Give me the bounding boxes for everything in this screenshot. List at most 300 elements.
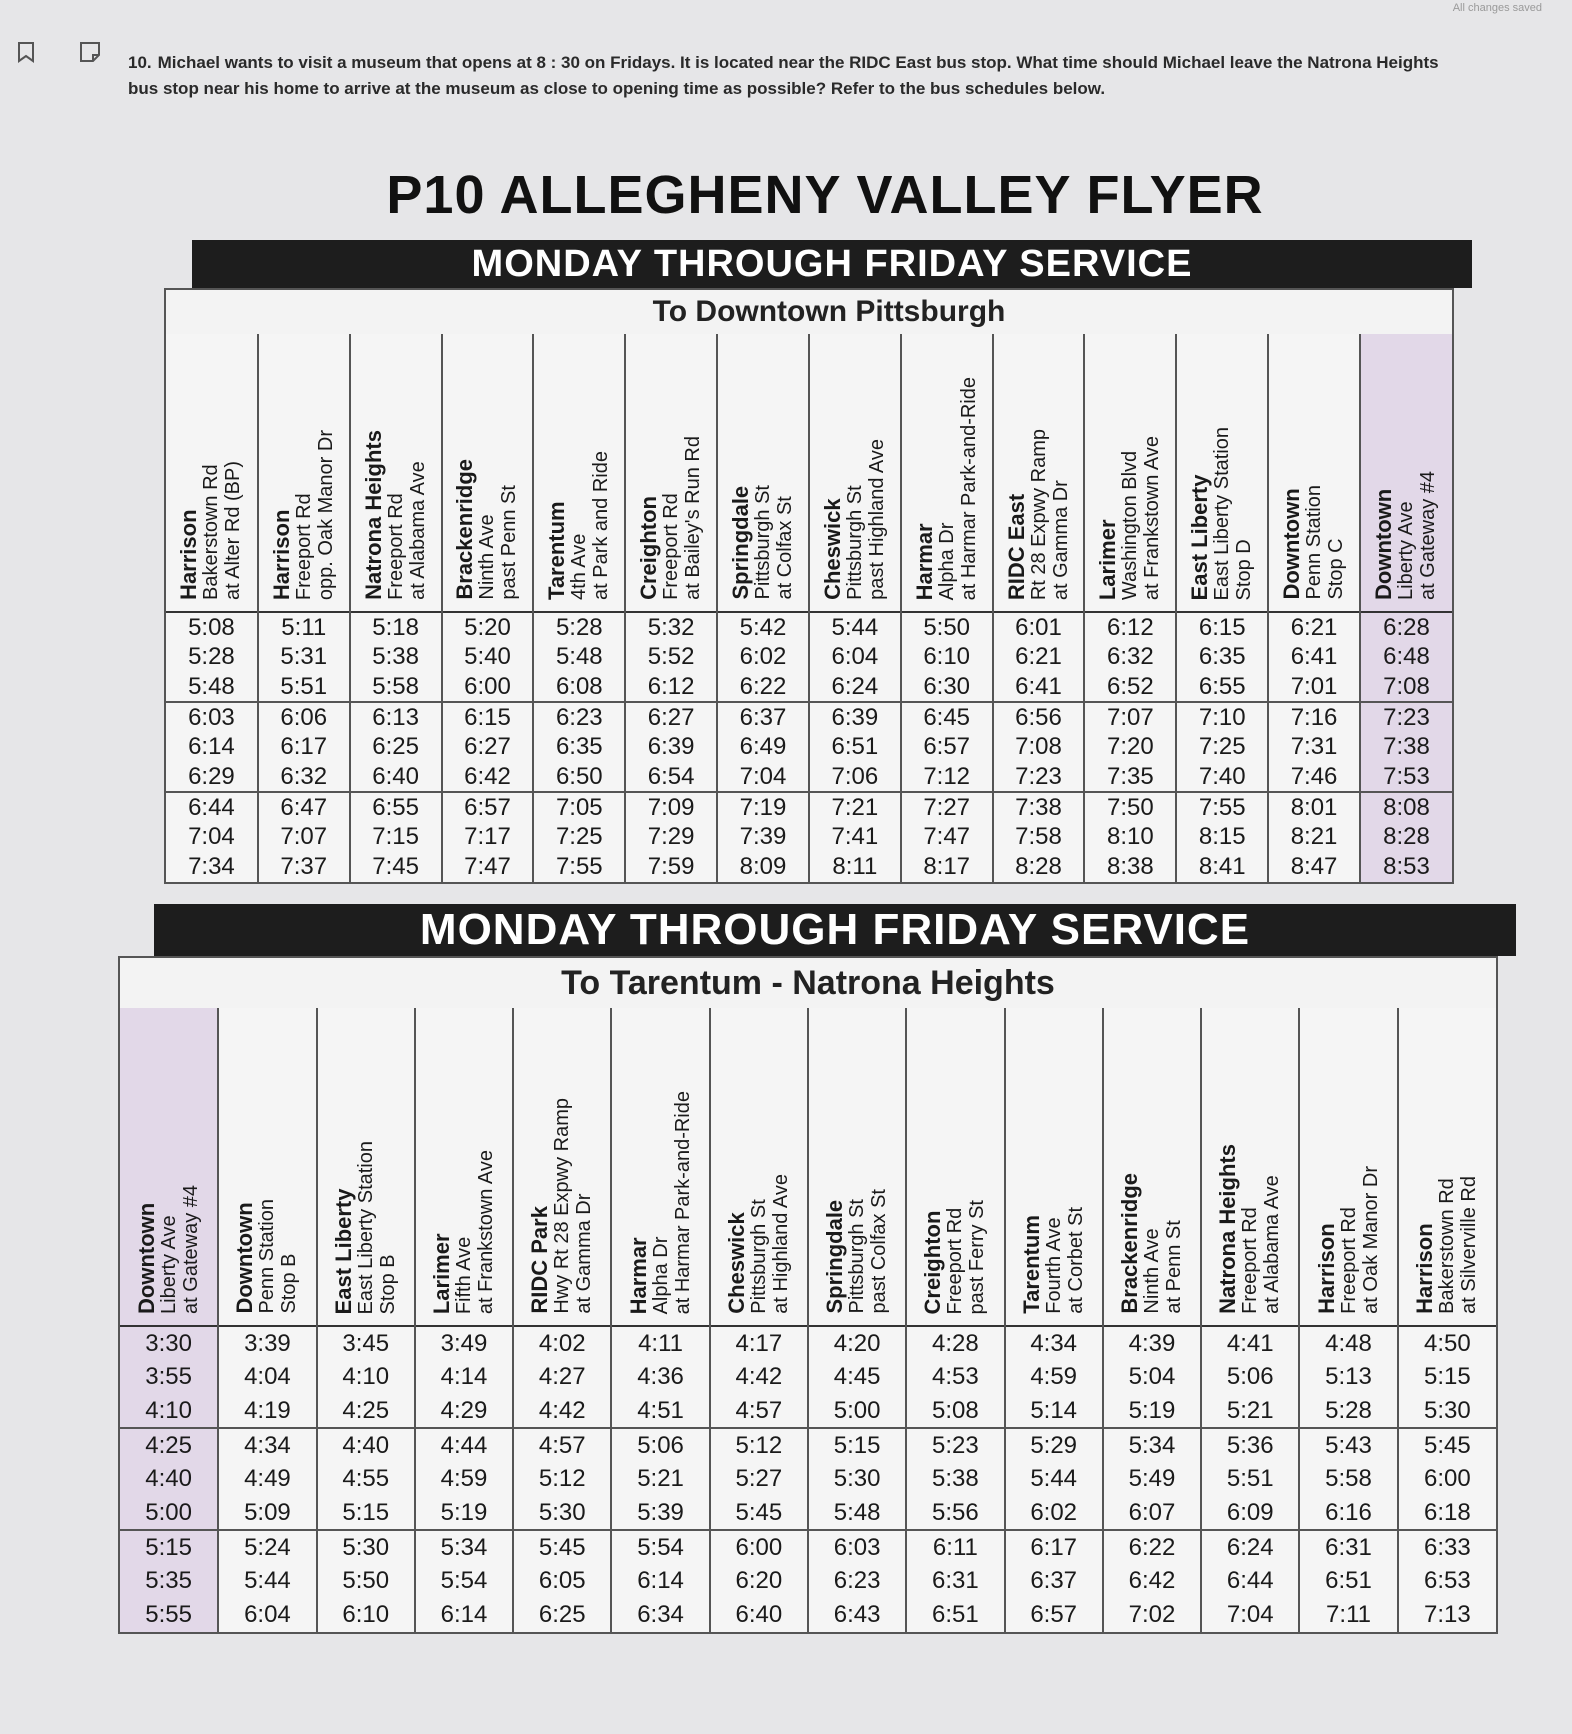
- departure-time: 8:53: [1360, 852, 1452, 882]
- departure-time: 6:12: [1084, 612, 1176, 642]
- departure-time: 6:54: [625, 762, 717, 792]
- stop-location: Bakerstown Rd: [1436, 1178, 1459, 1314]
- departure-time: 6:05: [513, 1564, 611, 1598]
- stop-location: past Highland Ave: [865, 439, 888, 600]
- departure-time: 6:40: [710, 1598, 808, 1632]
- departure-time: 6:23: [533, 702, 625, 732]
- departure-time: 5:28: [188, 643, 235, 670]
- stop-location: at Frankstown Ave: [1141, 435, 1164, 600]
- stop-location: Ninth Ave: [1140, 1228, 1163, 1314]
- stop-name: Tarentum: [544, 501, 570, 600]
- stop-header: [218, 1008, 316, 1326]
- departure-time: 4:40: [317, 1428, 415, 1462]
- departure-time: 4:57: [513, 1428, 611, 1462]
- departure-time: 4:20: [808, 1326, 906, 1360]
- departure-time: 6:09: [1201, 1496, 1299, 1530]
- departure-time: 6:06: [258, 702, 350, 732]
- stop-location: at Penn St: [1162, 1220, 1185, 1314]
- departure-time: 7:35: [1084, 762, 1176, 792]
- departure-time: 6:57: [442, 792, 534, 822]
- stop-location: at Park and Ride: [590, 451, 613, 600]
- departure-time: 7:29: [625, 822, 717, 852]
- departure-time: 5:12: [513, 1462, 611, 1496]
- departure-time: 5:09: [218, 1496, 316, 1530]
- departure-time: 6:45: [901, 702, 993, 732]
- departure-time: 4:49: [218, 1462, 316, 1496]
- departure-time: 6:30: [901, 672, 993, 702]
- departure-time: 7:25: [533, 822, 625, 852]
- stop-location: past Colfax St: [868, 1189, 891, 1314]
- departure-time: 5:30: [1398, 1394, 1496, 1428]
- table-row: [120, 1530, 1496, 1564]
- departure-time: 6:55: [1176, 672, 1268, 702]
- table-row: [166, 762, 1452, 792]
- stop-location: Freeport Rd: [660, 493, 683, 600]
- stop-name: Springdale: [727, 486, 753, 600]
- stop-name: Creighton: [920, 1210, 946, 1314]
- departure-time: 7:09: [625, 792, 717, 822]
- table-row: [120, 1394, 1496, 1428]
- departure-time: 6:40: [350, 762, 442, 792]
- departure-time: 5:00: [120, 1496, 218, 1530]
- stop-name: East Liberty: [1187, 474, 1213, 600]
- stop-location: Alpha Dr: [649, 1236, 672, 1314]
- timetable-to-downtown: [166, 334, 1452, 882]
- departure-time: 5:19: [1103, 1394, 1201, 1428]
- departure-time: 5:29: [1005, 1428, 1103, 1462]
- departure-time: 7:38: [1360, 732, 1452, 762]
- timetable-to-natrona: [120, 1008, 1496, 1632]
- table-row: [120, 1360, 1496, 1394]
- departure-time: 5:21: [611, 1462, 709, 1496]
- departure-time: 7:47: [442, 852, 534, 882]
- departure-time: 8:28: [993, 852, 1085, 882]
- departure-time: 6:04: [809, 642, 901, 672]
- departure-time: 7:41: [809, 822, 901, 852]
- departure-time: 5:04: [1103, 1360, 1201, 1394]
- departure-time: 8:15: [1176, 822, 1268, 852]
- departure-time: 6:35: [533, 732, 625, 762]
- departure-time: 5:36: [1201, 1428, 1299, 1462]
- stop-header: [901, 334, 993, 612]
- departure-time: 5:35: [120, 1564, 218, 1598]
- departure-time: 4:19: [218, 1394, 316, 1428]
- stop-location: Fifth Ave: [452, 1236, 475, 1314]
- departure-time: 4:40: [120, 1462, 218, 1496]
- departure-time: 5:42: [717, 612, 809, 642]
- departure-time: 6:41: [1268, 642, 1360, 672]
- departure-time: 6:25: [513, 1598, 611, 1632]
- departure-time: 8:41: [1176, 852, 1268, 882]
- stop-header: [1398, 1008, 1496, 1326]
- departure-time: 4:44: [415, 1428, 513, 1462]
- stop-location: East Liberty Station: [1211, 426, 1234, 600]
- table-row: [120, 1428, 1496, 1462]
- departure-time: 7:55: [533, 852, 625, 882]
- stop-location: at Gamma Dr: [573, 1193, 596, 1314]
- departure-time: 3:45: [317, 1326, 415, 1360]
- departure-time: 7:27: [901, 792, 993, 822]
- departure-time: 4:50: [1398, 1326, 1496, 1360]
- departure-time: 5:28: [533, 612, 625, 642]
- departure-time: 6:07: [1103, 1496, 1201, 1530]
- note-icon[interactable]: [78, 40, 102, 64]
- departure-time: 3:55: [120, 1360, 218, 1394]
- departure-time: 4:04: [218, 1360, 316, 1394]
- stop-name: Downtown: [133, 1202, 159, 1314]
- stop-location: at Alabama Ave: [406, 461, 429, 600]
- stop-name: Harrison: [1412, 1223, 1438, 1314]
- departure-time: 6:14: [415, 1598, 513, 1632]
- direction-label: To Tarentum - Natrona Heights: [120, 958, 1496, 1008]
- stop-name: Harmar: [625, 1236, 651, 1314]
- departure-time: 5:15: [317, 1496, 415, 1530]
- departure-time: 7:07: [1084, 702, 1176, 732]
- departure-time: 5:45: [1398, 1428, 1496, 1462]
- stop-name: East Liberty: [330, 1188, 356, 1314]
- departure-time: 6:17: [258, 732, 350, 762]
- departure-time: 5:39: [611, 1496, 709, 1530]
- departure-time: 6:00: [1398, 1462, 1496, 1496]
- departure-time: 6:02: [1005, 1496, 1103, 1530]
- departure-time: 5:38: [350, 642, 442, 672]
- departure-time: 6:14: [188, 733, 235, 760]
- departure-time: 7:59: [625, 852, 717, 882]
- departure-time: 7:13: [1398, 1598, 1496, 1632]
- stop-header: [808, 1008, 906, 1326]
- stop-name: Harrison: [176, 509, 202, 600]
- departure-time: 7:08: [993, 732, 1085, 762]
- table-row: [166, 822, 1452, 852]
- departure-time: 7:04: [717, 762, 809, 792]
- stop-header: [317, 1008, 415, 1326]
- stop-name: Harrison: [268, 509, 294, 600]
- departure-time: 4:25: [317, 1394, 415, 1428]
- departure-time: 6:24: [809, 672, 901, 702]
- departure-time: 6:08: [533, 672, 625, 702]
- departure-time: 7:23: [1360, 702, 1452, 732]
- stop-header: [1103, 1008, 1201, 1326]
- departure-time: 6:11: [906, 1530, 1004, 1564]
- departure-time: 5:56: [906, 1496, 1004, 1530]
- stop-header: [415, 1008, 513, 1326]
- stop-location: Freeport Rd: [944, 1207, 967, 1314]
- stop-header: [1360, 334, 1452, 612]
- departure-time: 8:09: [717, 852, 809, 882]
- stop-header: [350, 334, 442, 612]
- departure-time: 4:10: [317, 1360, 415, 1394]
- departure-time: 5:50: [317, 1564, 415, 1598]
- departure-time: 6:16: [1299, 1496, 1397, 1530]
- departure-time: 5:34: [415, 1530, 513, 1564]
- departure-time: 6:23: [808, 1564, 906, 1598]
- departure-time: 5:14: [1005, 1394, 1103, 1428]
- departure-time: 6:53: [1398, 1564, 1496, 1598]
- departure-time: 6:42: [442, 762, 534, 792]
- departure-time: 5:06: [1201, 1360, 1299, 1394]
- departure-time: 6:57: [1005, 1598, 1103, 1632]
- stop-header: [1084, 334, 1176, 612]
- table-row: [166, 702, 1452, 732]
- table-row: [120, 1564, 1496, 1598]
- departure-time: 8:47: [1268, 852, 1360, 882]
- table-row: [166, 852, 1452, 882]
- stop-location: Hwy Rt 28 Expwy Ramp: [551, 1098, 574, 1314]
- stop-name: Downtown: [1371, 488, 1397, 600]
- departure-time: 4:59: [415, 1462, 513, 1496]
- route-title: P10 ALLEGHENY VALLEY FLYER: [386, 165, 1264, 225]
- stop-name: Brackenridge: [452, 459, 478, 600]
- stop-name: Natrona Heights: [1215, 1144, 1241, 1314]
- stop-location: at Corbet St: [1064, 1207, 1087, 1314]
- departure-time: 6:56: [993, 702, 1085, 732]
- departure-time: 7:50: [1084, 792, 1176, 822]
- stop-location: at Gamma Dr: [1049, 479, 1072, 600]
- departure-time: 6:15: [442, 702, 534, 732]
- departure-time: 7:04: [188, 823, 235, 850]
- departure-time: 7:11: [1299, 1598, 1397, 1632]
- departure-time: 5:08: [906, 1394, 1004, 1428]
- departure-time: 8:28: [1360, 822, 1452, 852]
- departure-time: 5:34: [1103, 1428, 1201, 1462]
- departure-time: 5:48: [188, 672, 235, 700]
- stop-location: at Alabama Ave: [1261, 1175, 1284, 1314]
- stop-location: Bakerstown Rd: [200, 464, 223, 600]
- departure-time: 5:24: [218, 1530, 316, 1564]
- departure-time: 6:32: [258, 762, 350, 792]
- stop-header: [120, 1008, 218, 1326]
- departure-time: 5:54: [611, 1530, 709, 1564]
- stop-header: [1176, 334, 1268, 612]
- departure-time: 6:22: [1103, 1530, 1201, 1564]
- departure-time: 5:58: [1299, 1462, 1397, 1496]
- departure-time: 6:02: [717, 642, 809, 672]
- direction-label: To Downtown Pittsburgh: [166, 290, 1452, 334]
- question-toolbar: [14, 40, 102, 64]
- departure-time: 6:00: [710, 1530, 808, 1564]
- departure-time: 7:46: [1268, 762, 1360, 792]
- departure-time: 6:12: [625, 672, 717, 702]
- departure-time: 7:40: [1176, 762, 1268, 792]
- stop-location: Liberty Ave: [157, 1215, 180, 1314]
- departure-time: 6:03: [808, 1530, 906, 1564]
- status-text: All changes saved: [1452, 2, 1542, 14]
- departure-time: 3:39: [218, 1326, 316, 1360]
- departure-time: 5:44: [1005, 1462, 1103, 1496]
- departure-time: 5:52: [625, 642, 717, 672]
- departure-time: 4:57: [710, 1394, 808, 1428]
- table-row: [166, 642, 1452, 672]
- departure-time: 6:44: [166, 792, 258, 822]
- departure-time: 5:27: [710, 1462, 808, 1496]
- departure-time: 5:55: [120, 1598, 218, 1632]
- departure-time: 6:14: [611, 1564, 709, 1598]
- question-number: 10.: [128, 53, 152, 72]
- departure-time: 7:58: [993, 822, 1085, 852]
- stop-header: [442, 334, 534, 612]
- departure-time: 5:31: [258, 642, 350, 672]
- departure-time: 4:25: [120, 1428, 218, 1462]
- departure-time: 6:37: [717, 702, 809, 732]
- departure-time: 6:51: [809, 732, 901, 762]
- departure-time: 6:39: [625, 732, 717, 762]
- departure-time: 6:20: [710, 1564, 808, 1598]
- departure-time: 6:42: [1103, 1564, 1201, 1598]
- departure-time: 6:48: [1360, 642, 1452, 672]
- stop-location: Freeport Rd: [1239, 1207, 1262, 1314]
- departure-time: 4:10: [120, 1394, 218, 1428]
- departure-time: 5:54: [415, 1564, 513, 1598]
- departure-time: 4:11: [611, 1326, 709, 1360]
- departure-time: 6:47: [258, 792, 350, 822]
- table-row: [166, 672, 1452, 702]
- departure-time: 5:20: [442, 612, 534, 642]
- departure-time: 6:27: [442, 732, 534, 762]
- table-row: [120, 1598, 1496, 1632]
- departure-time: 4:48: [1299, 1326, 1397, 1360]
- departure-time: 7:06: [809, 762, 901, 792]
- departure-time: 6:17: [1005, 1530, 1103, 1564]
- departure-time: 4:41: [1201, 1326, 1299, 1360]
- stop-location: past Penn St: [498, 485, 521, 600]
- departure-time: 5:11: [258, 612, 350, 642]
- departure-time: 4:02: [513, 1326, 611, 1360]
- stop-location: Stop B: [278, 1253, 301, 1314]
- departure-time: 4:39: [1103, 1326, 1201, 1360]
- departure-time: 6:35: [1176, 642, 1268, 672]
- departure-time: 7:39: [717, 822, 809, 852]
- departure-time: 7:20: [1084, 732, 1176, 762]
- stop-header: [809, 334, 901, 612]
- stop-header: [258, 334, 350, 612]
- departure-time: 4:14: [415, 1360, 513, 1394]
- stop-location: 4th Ave: [568, 533, 591, 600]
- departure-time: 6:31: [1299, 1530, 1397, 1564]
- departure-time: 7:31: [1268, 732, 1360, 762]
- departure-time: 6:25: [350, 732, 442, 762]
- departure-time: 5:15: [1398, 1360, 1496, 1394]
- departure-time: 6:50: [533, 762, 625, 792]
- departure-time: 6:41: [993, 672, 1085, 702]
- departure-time: 5:19: [415, 1496, 513, 1530]
- stop-location: Alpha Dr: [935, 522, 958, 600]
- departure-time: 6:18: [1398, 1496, 1496, 1530]
- departure-time: 4:28: [906, 1326, 1004, 1360]
- stop-name: Larimer: [1095, 519, 1121, 600]
- departure-time: 4:51: [611, 1394, 709, 1428]
- stop-location: opp. Oak Manor Dr: [314, 429, 337, 600]
- stop-location: at Silverville Rd: [1458, 1176, 1481, 1314]
- departure-time: 4:55: [317, 1462, 415, 1496]
- departure-time: 4:42: [513, 1394, 611, 1428]
- departure-time: 6:55: [350, 792, 442, 822]
- departure-time: 7:38: [993, 792, 1085, 822]
- stop-name: Larimer: [428, 1233, 454, 1314]
- departure-time: 4:34: [218, 1428, 316, 1462]
- stop-header: [625, 334, 717, 612]
- schedule-to-natrona: [118, 904, 1498, 1634]
- stop-name: Harrison: [1313, 1223, 1339, 1314]
- departure-time: 6:44: [1201, 1564, 1299, 1598]
- departure-time: 7:45: [350, 852, 442, 882]
- bookmark-icon[interactable]: [14, 40, 38, 64]
- departure-time: 5:28: [1299, 1394, 1397, 1428]
- departure-time: 7:47: [901, 822, 993, 852]
- departure-time: 4:42: [710, 1360, 808, 1394]
- schedule-to-downtown: [164, 240, 1454, 884]
- stop-location: Freeport Rd: [292, 493, 315, 600]
- departure-time: 7:15: [350, 822, 442, 852]
- departure-time: 7:12: [901, 762, 993, 792]
- stop-location: Fourth Ave: [1042, 1217, 1065, 1314]
- departure-time: 6:32: [1084, 642, 1176, 672]
- stop-name: Springdale: [822, 1200, 848, 1314]
- departure-time: 6:04: [218, 1598, 316, 1632]
- departure-time: 5:13: [1299, 1360, 1397, 1394]
- service-band: MONDAY THROUGH FRIDAY SERVICE: [154, 904, 1516, 956]
- stop-location: Pittsburgh St: [846, 1199, 869, 1314]
- departure-time: 4:36: [611, 1360, 709, 1394]
- departure-time: 4:59: [1005, 1360, 1103, 1394]
- departure-time: 6:49: [717, 732, 809, 762]
- stop-location: at Gateway #4: [1417, 471, 1440, 600]
- stop-header: [1005, 1008, 1103, 1326]
- table-row: [166, 732, 1452, 762]
- stop-location: past Ferry St: [966, 1199, 989, 1314]
- departure-time: 5:06: [611, 1428, 709, 1462]
- stop-location: at Gateway #4: [179, 1185, 202, 1314]
- table-row: [166, 792, 1452, 822]
- departure-time: 7:10: [1176, 702, 1268, 732]
- departure-time: 7:53: [1360, 762, 1452, 792]
- departure-time: 7:02: [1103, 1598, 1201, 1632]
- departure-time: 6:22: [717, 672, 809, 702]
- departure-time: 6:51: [1299, 1564, 1397, 1598]
- departure-time: 4:29: [415, 1394, 513, 1428]
- departure-time: 6:51: [906, 1598, 1004, 1632]
- stop-location: at Bailey's Run Rd: [682, 436, 705, 600]
- departure-time: 7:23: [993, 762, 1085, 792]
- stop-header: [1268, 334, 1360, 612]
- stop-location: at Oak Manor Dr: [1359, 1166, 1382, 1314]
- departure-time: 6:52: [1084, 672, 1176, 702]
- departure-time: 6:15: [1176, 612, 1268, 642]
- departure-time: 4:27: [513, 1360, 611, 1394]
- stop-location: at Colfax St: [773, 496, 796, 600]
- stop-header: [611, 1008, 709, 1326]
- departure-time: 4:45: [808, 1360, 906, 1394]
- departure-time: 6:03: [166, 702, 258, 732]
- departure-time: 5:48: [808, 1496, 906, 1530]
- departure-time: 6:00: [442, 672, 534, 702]
- departure-time: 6:27: [625, 702, 717, 732]
- departure-time: 7:34: [188, 853, 235, 880]
- departure-time: 5:15: [120, 1530, 218, 1564]
- stop-location: at Harmar Park-and-Ride: [671, 1090, 694, 1314]
- departure-time: 5:15: [808, 1428, 906, 1462]
- departure-time: 4:17: [710, 1326, 808, 1360]
- departure-time: 6:43: [808, 1598, 906, 1632]
- departure-time: 7:21: [809, 792, 901, 822]
- stop-name: Harmar: [911, 522, 937, 600]
- stop-location: at Alter Rd (BP): [222, 461, 245, 600]
- departure-time: 5:30: [317, 1530, 415, 1564]
- departure-time: 7:19: [717, 792, 809, 822]
- departure-time: 5:49: [1103, 1462, 1201, 1496]
- departure-time: 5:48: [533, 642, 625, 672]
- departure-time: 4:34: [1005, 1326, 1103, 1360]
- stop-header: [1299, 1008, 1397, 1326]
